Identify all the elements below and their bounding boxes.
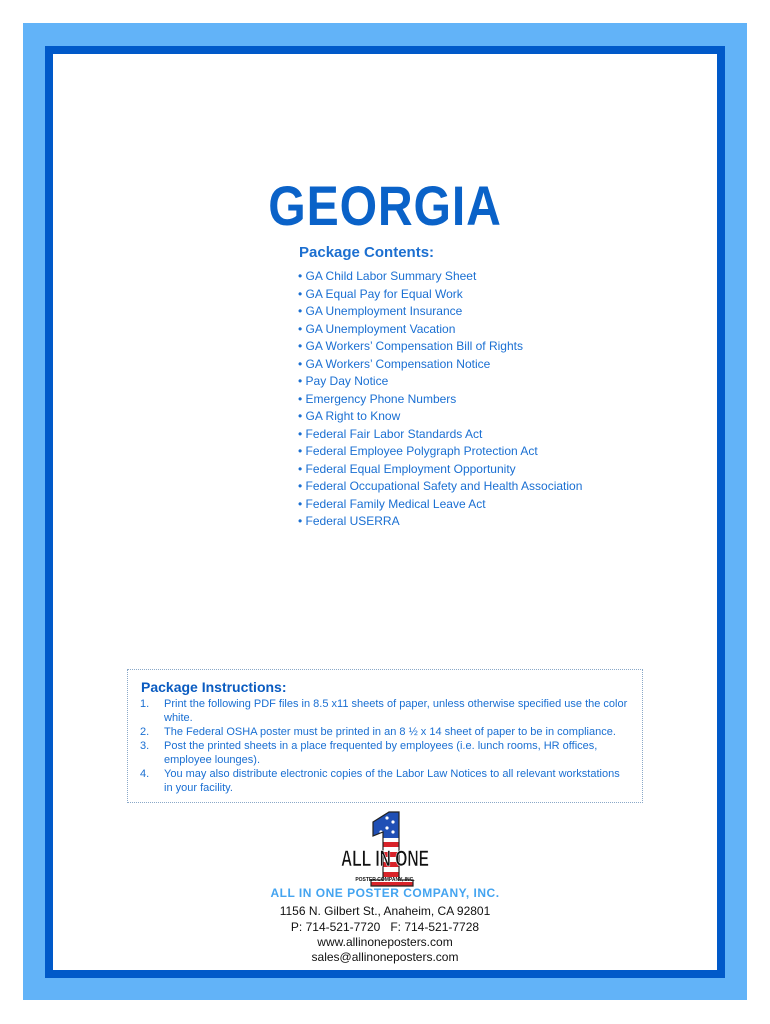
package-contents-heading: Package Contents:	[299, 244, 435, 261]
list-item: • Emergency Phone Numbers	[298, 391, 582, 409]
list-item: • GA Workers’ Compensation Bill of Rights	[298, 338, 582, 356]
list-item: • Federal Fair Labor Standards Act	[298, 426, 582, 444]
instructions-list	[140, 697, 630, 795]
step-text: Print the following PDF files in 8.5 x11 sheets of paper, unless otherwise specified use the color white.	[164, 698, 628, 724]
svg-text:POSTER COMPANY, INC.: POSTER COMPANY, INC.	[355, 877, 415, 883]
company-website: www.allinoneposters.com	[317, 935, 453, 949]
step-text: You may also distribute electronic copies of the Labor Law Notices to all relevant workstations in your facility.	[164, 768, 620, 794]
company-address: 1156 N. Gilbert St., Anaheim, CA 92801	[279, 904, 491, 918]
instruction-step	[140, 767, 630, 795]
company-name: ALL IN ONE POSTER COMPANY, INC.	[270, 886, 500, 900]
step-text: The Federal OSHA poster must be printed in an 8 ½ x 14 sheet of paper to be in compliance.	[164, 726, 616, 738]
package-instructions-box	[127, 669, 643, 803]
list-item: • GA Unemployment Vacation	[298, 321, 582, 339]
list-item: • Federal USERRA	[298, 513, 582, 531]
list-item: • Federal Employee Polygraph Protection Act	[298, 443, 582, 461]
step-number: 1.	[140, 698, 150, 710]
company-phone-fax: P: 714-521-7720 F: 714-521-7728	[290, 920, 480, 934]
step-text: Post the printed sheets in a place frequented by employees (i.e. lunch rooms, HR offices, employee lounges).	[164, 740, 598, 766]
svg-text:ALL IN ONE: ALL IN ONE	[341, 846, 429, 871]
company-email: sales@allinoneposters.com	[311, 950, 459, 964]
step-number: 3.	[140, 740, 150, 752]
list-item: • GA Unemployment Insurance	[298, 303, 582, 321]
list-item: • Pay Day Notice	[298, 373, 582, 391]
instruction-step	[140, 725, 630, 739]
list-item: • GA Right to Know	[298, 408, 582, 426]
list-item: • Federal Family Medical Leave Act	[298, 496, 582, 514]
company-logo	[337, 808, 433, 888]
list-item: • GA Workers’ Compensation Notice	[298, 356, 582, 374]
page-title: GEORGIA	[268, 174, 502, 237]
package-contents-list	[298, 268, 582, 531]
instruction-step	[140, 697, 630, 725]
step-number: 4.	[140, 768, 150, 780]
package-instructions-heading: Package Instructions:	[141, 679, 287, 695]
list-item: • Federal Equal Employment Opportunity	[298, 461, 582, 479]
list-item: • GA Equal Pay for Equal Work	[298, 286, 582, 304]
instruction-step	[140, 739, 630, 767]
list-item: • Federal Occupational Safety and Health Association	[298, 478, 582, 496]
list-item: • GA Child Labor Summary Sheet	[298, 268, 582, 286]
step-number: 2.	[140, 726, 150, 738]
